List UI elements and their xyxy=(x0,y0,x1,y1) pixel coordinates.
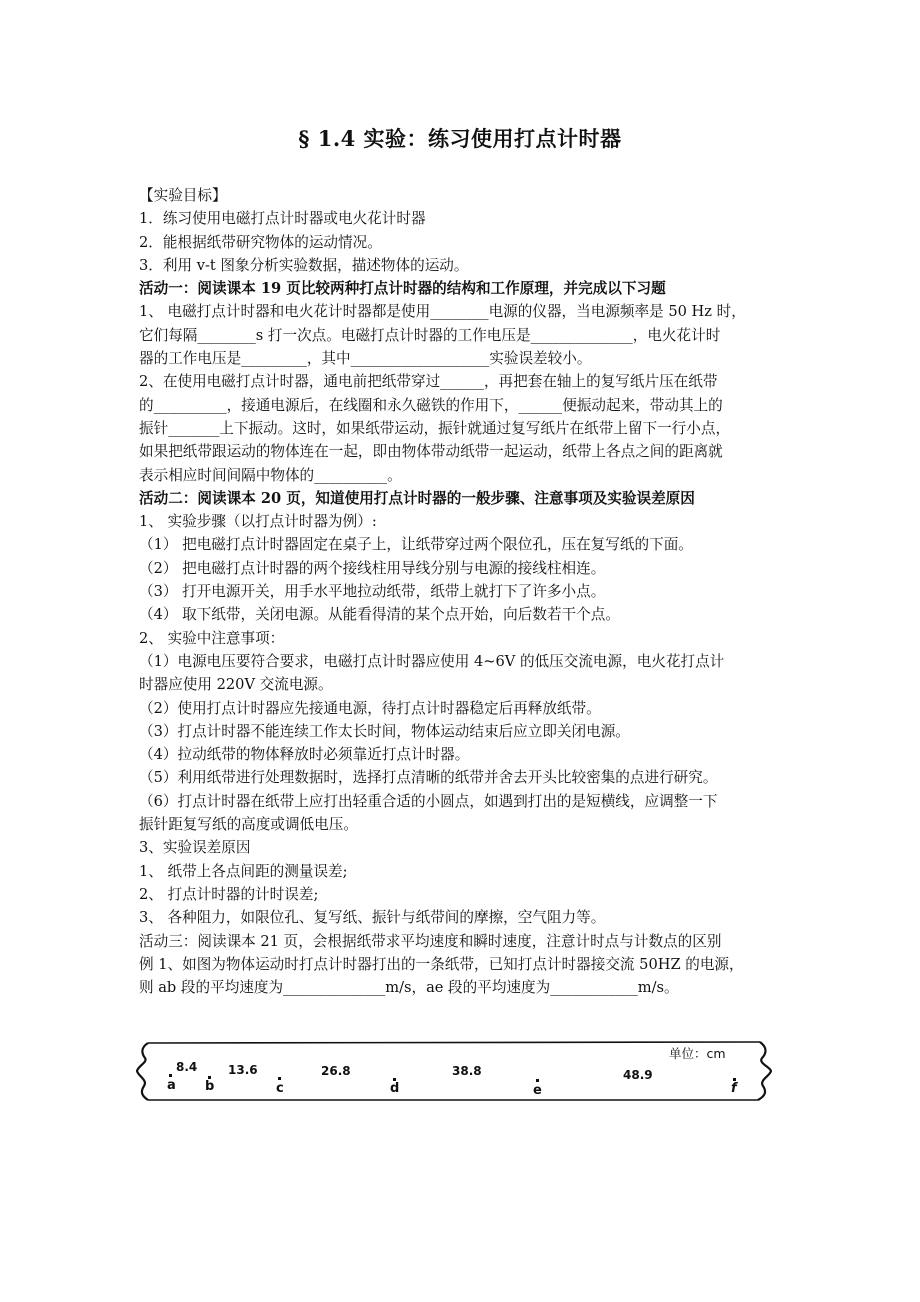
note-item: 时器应使用 220V 交流电源。 xyxy=(139,676,333,694)
tape-dot xyxy=(278,1077,281,1080)
activity1-line: 1、 电磁打点计时器和电火花计时器都是使用________电源的仪器，当电源频率是 50 Hz 时， xyxy=(139,303,746,321)
distance-label: 26.8 xyxy=(321,1064,351,1078)
activity3-line: 活动三：阅读课本 21 页，会根据纸带求平均速度和瞬时速度，注意计时点与计数点的区别 xyxy=(139,932,722,950)
activity1-line: 振针_______上下振动。这时，如果纸带运动，振针就通过复写纸片在纸带上留下一行小点， xyxy=(139,419,731,437)
distance-label: 8.4 xyxy=(176,1060,198,1074)
step-item: （3） 打开电源开关，用手水平地拉动纸带，纸带上就打下了许多小点。 xyxy=(139,583,606,601)
steps-header: 1、 实验步骤（以打点计时器为例）: xyxy=(139,513,377,531)
distance-label: 13.6 xyxy=(228,1063,258,1077)
point-label: e xyxy=(533,1083,542,1098)
distance-label: 38.8 xyxy=(452,1064,482,1078)
tape-dot xyxy=(536,1079,539,1082)
errors-header: 3、实验误差原因 xyxy=(139,839,251,857)
activity3-line: 则 ab 段的平均速度为______________m/s，ae 段的平均速度为____________m/s。 xyxy=(139,979,679,997)
tape-dot xyxy=(169,1074,172,1077)
paper-tape-figure xyxy=(136,1040,772,1102)
point-label: a xyxy=(167,1078,176,1093)
tape-unit: 单位：cm xyxy=(669,1046,726,1061)
note-item: （3）打点计时器不能连续工作太长时间，物体运动结束后应立即关闭电源。 xyxy=(139,722,630,740)
activity1-line: 器的工作电压是_________，其中___________________实验误差较小。 xyxy=(139,350,592,368)
point-label: f xyxy=(731,1081,737,1096)
activity2-heading: 活动二：阅读课本 20 页，知道使用打点计时器的一般步骤、注意事项及实验误差原因 xyxy=(139,489,695,507)
document-body xyxy=(139,184,784,999)
activity1-line: 它们每隔________s 打一次点。电磁打点计时器的工作电压是______________，电火花计时 xyxy=(139,326,721,344)
goals-header: 【实验目标】 xyxy=(139,187,227,204)
activity1-line: 如果把纸带跟运动的物体连在一起，即由物体带动纸带一起运动，纸带上各点之间的距离就 xyxy=(139,443,723,461)
goal-item: 1．练习使用电磁打点计时器或电火花计时器 xyxy=(139,210,426,228)
note-item: （4）拉动纸带的物体释放时必须靠近打点计时器。 xyxy=(139,746,470,764)
activity1-heading: 活动一：阅读课本 19 页比较两种打点计时器的结构和工作原理，并完成以下习题 xyxy=(139,280,666,298)
error-item: 2、 打点计时器的计时误差; xyxy=(139,885,319,903)
point-label: b xyxy=(205,1079,215,1094)
error-item: 1、 纸带上各点间距的测量误差; xyxy=(139,862,348,880)
notes-header: 2、 实验中注意事项： xyxy=(139,629,285,647)
note-item: （1）电源电压要符合要求，电磁打点计时器应使用 4~6V 的低压交流电源，电火花打点计 xyxy=(139,652,725,670)
distance-label: 48.9 xyxy=(623,1068,653,1082)
goal-item: 3．利用 v-t 图象分析实验数据，描述物体的运动。 xyxy=(139,256,469,274)
page-title: § 1.4 实验：练习使用打点计时器 xyxy=(298,126,622,151)
step-item: （1） 把电磁打点计时器固定在桌子上，让纸带穿过两个限位孔，压在复写纸的下面。 xyxy=(139,536,693,554)
activity1-line: 2、在使用电磁打点计时器，通电前把纸带穿过______，再把套在轴上的复写纸片压在纸带 xyxy=(139,373,718,391)
error-item: 3、 各种阻力，如限位孔、复写纸、振针与纸带间的摩擦，空气阻力等。 xyxy=(139,909,606,927)
note-item: （6）打点计时器在纸带上应打出轻重合适的小圆点，如遇到打出的是短横线，应调整一下 xyxy=(139,792,718,810)
activity1-line: 表示相应时间间隔中物体的__________。 xyxy=(139,466,402,484)
note-item: （5）利用纸带进行处理数据时，选择打点清晰的纸带并舍去开头比较密集的点进行研究。 xyxy=(139,769,718,787)
activity3-line: 例 1、如图为物体运动时打点计时器打出的一条纸带，已知打点计时器接交流 50HZ 的电源， xyxy=(139,955,744,973)
goal-item: 2．能根据纸带研究物体的运动情况。 xyxy=(139,233,382,251)
step-item: （4） 取下纸带，关闭电源。从能看得清的某个点开始，向后数若干个点。 xyxy=(139,606,620,624)
step-item: （2） 把电磁打点计时器的两个接线柱用导线分别与电源的接线柱相连。 xyxy=(139,559,606,577)
note-item: （2）使用打点计时器应先接通电源，待打点计时器稳定后再释放纸带。 xyxy=(139,699,601,717)
point-label: c xyxy=(276,1081,284,1096)
activity1-line: 的__________，接通电源后，在线圈和永久磁铁的作用下，______便振动起来，带动其上的 xyxy=(139,396,723,414)
note-item: 振针距复写纸的高度或调低电压。 xyxy=(139,816,358,834)
point-label: d xyxy=(390,1081,400,1096)
